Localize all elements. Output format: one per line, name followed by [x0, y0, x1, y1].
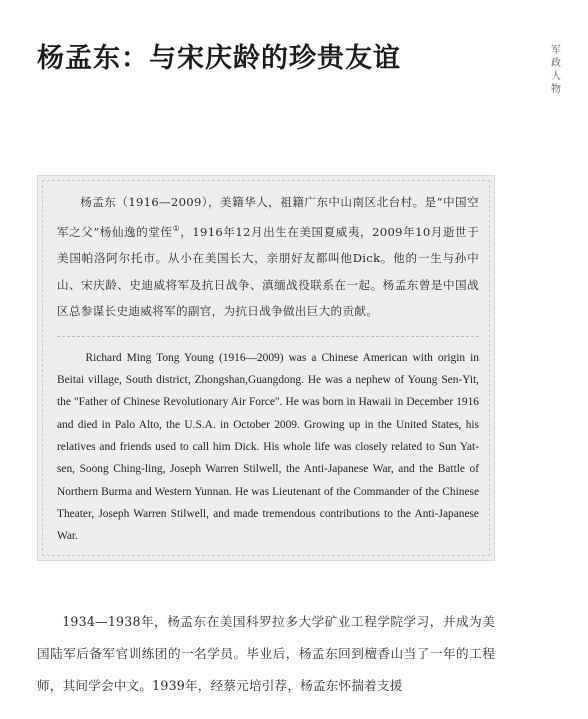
bio-box	[37, 175, 495, 561]
chinese-bio-text-2: ，1916年12月出生在美国夏威夷，2009年10月逝世于美国帕洛阿尔托市。从小在美国长大，亲朋好友都叫他Dick。他的一生与孙中山、宋庆龄、史迪威将军及抗日战争、滇缅战役联系在一起。杨孟东曾是中国战区总参谋长史迪威将军的副官，为抗日战争做出巨大的贡献。	[57, 224, 479, 319]
bio-divider	[57, 336, 479, 337]
chinese-bio	[57, 189, 479, 325]
section-side-label: 军政人物	[551, 45, 561, 95]
page-title: 杨孟东：与宋庆龄的珍贵友谊	[37, 43, 401, 74]
footnote-marker[interactable]: ①	[172, 223, 181, 233]
body-paragraph: 1934—1938年，杨孟东在美国科罗拉多大学矿业工程学院学习，并成为美国陆军后备军官训练团的一名学员。毕业后，杨孟东回到檀香山当了一年的工程师，其间学会中文。1939年，经蔡元培引荐，杨孟东怀揣着支援	[37, 614, 495, 693]
bio-box-inner	[42, 180, 490, 556]
english-bio: Richard Ming Tong Young (1916—2009) was a Chinese American with origin in Beitai village, South district, Zhongshan,Guangdong. He was a nephew of Young Sen-Yit, the "Father of Chinese Revolutionary Air Force". He was born in Hawaii in December 1916 and died in Palo Alto, the U.S.A. in October 2009. Growing up in the United States, his relatives and friends used to call him Dick. His whole life was closely related to Sun Yat-sen, Soong Ching-ling, Joseph Warren Stilwell, the Anti-Japanese War, and the Battle of Northern Burma and Western Yunnan. He was Lieutenant of the Commander of the Chinese Theater, Joseph Warren Stilwell, and made tremendous contributions to the Anti-Japanese War.	[57, 351, 479, 543]
chinese-bio-text-1: 杨孟东（1916—2009），美籍华人，祖籍广东中山南区北台村。是“中国空军之父”杨仙逸的堂侄	[57, 195, 479, 239]
